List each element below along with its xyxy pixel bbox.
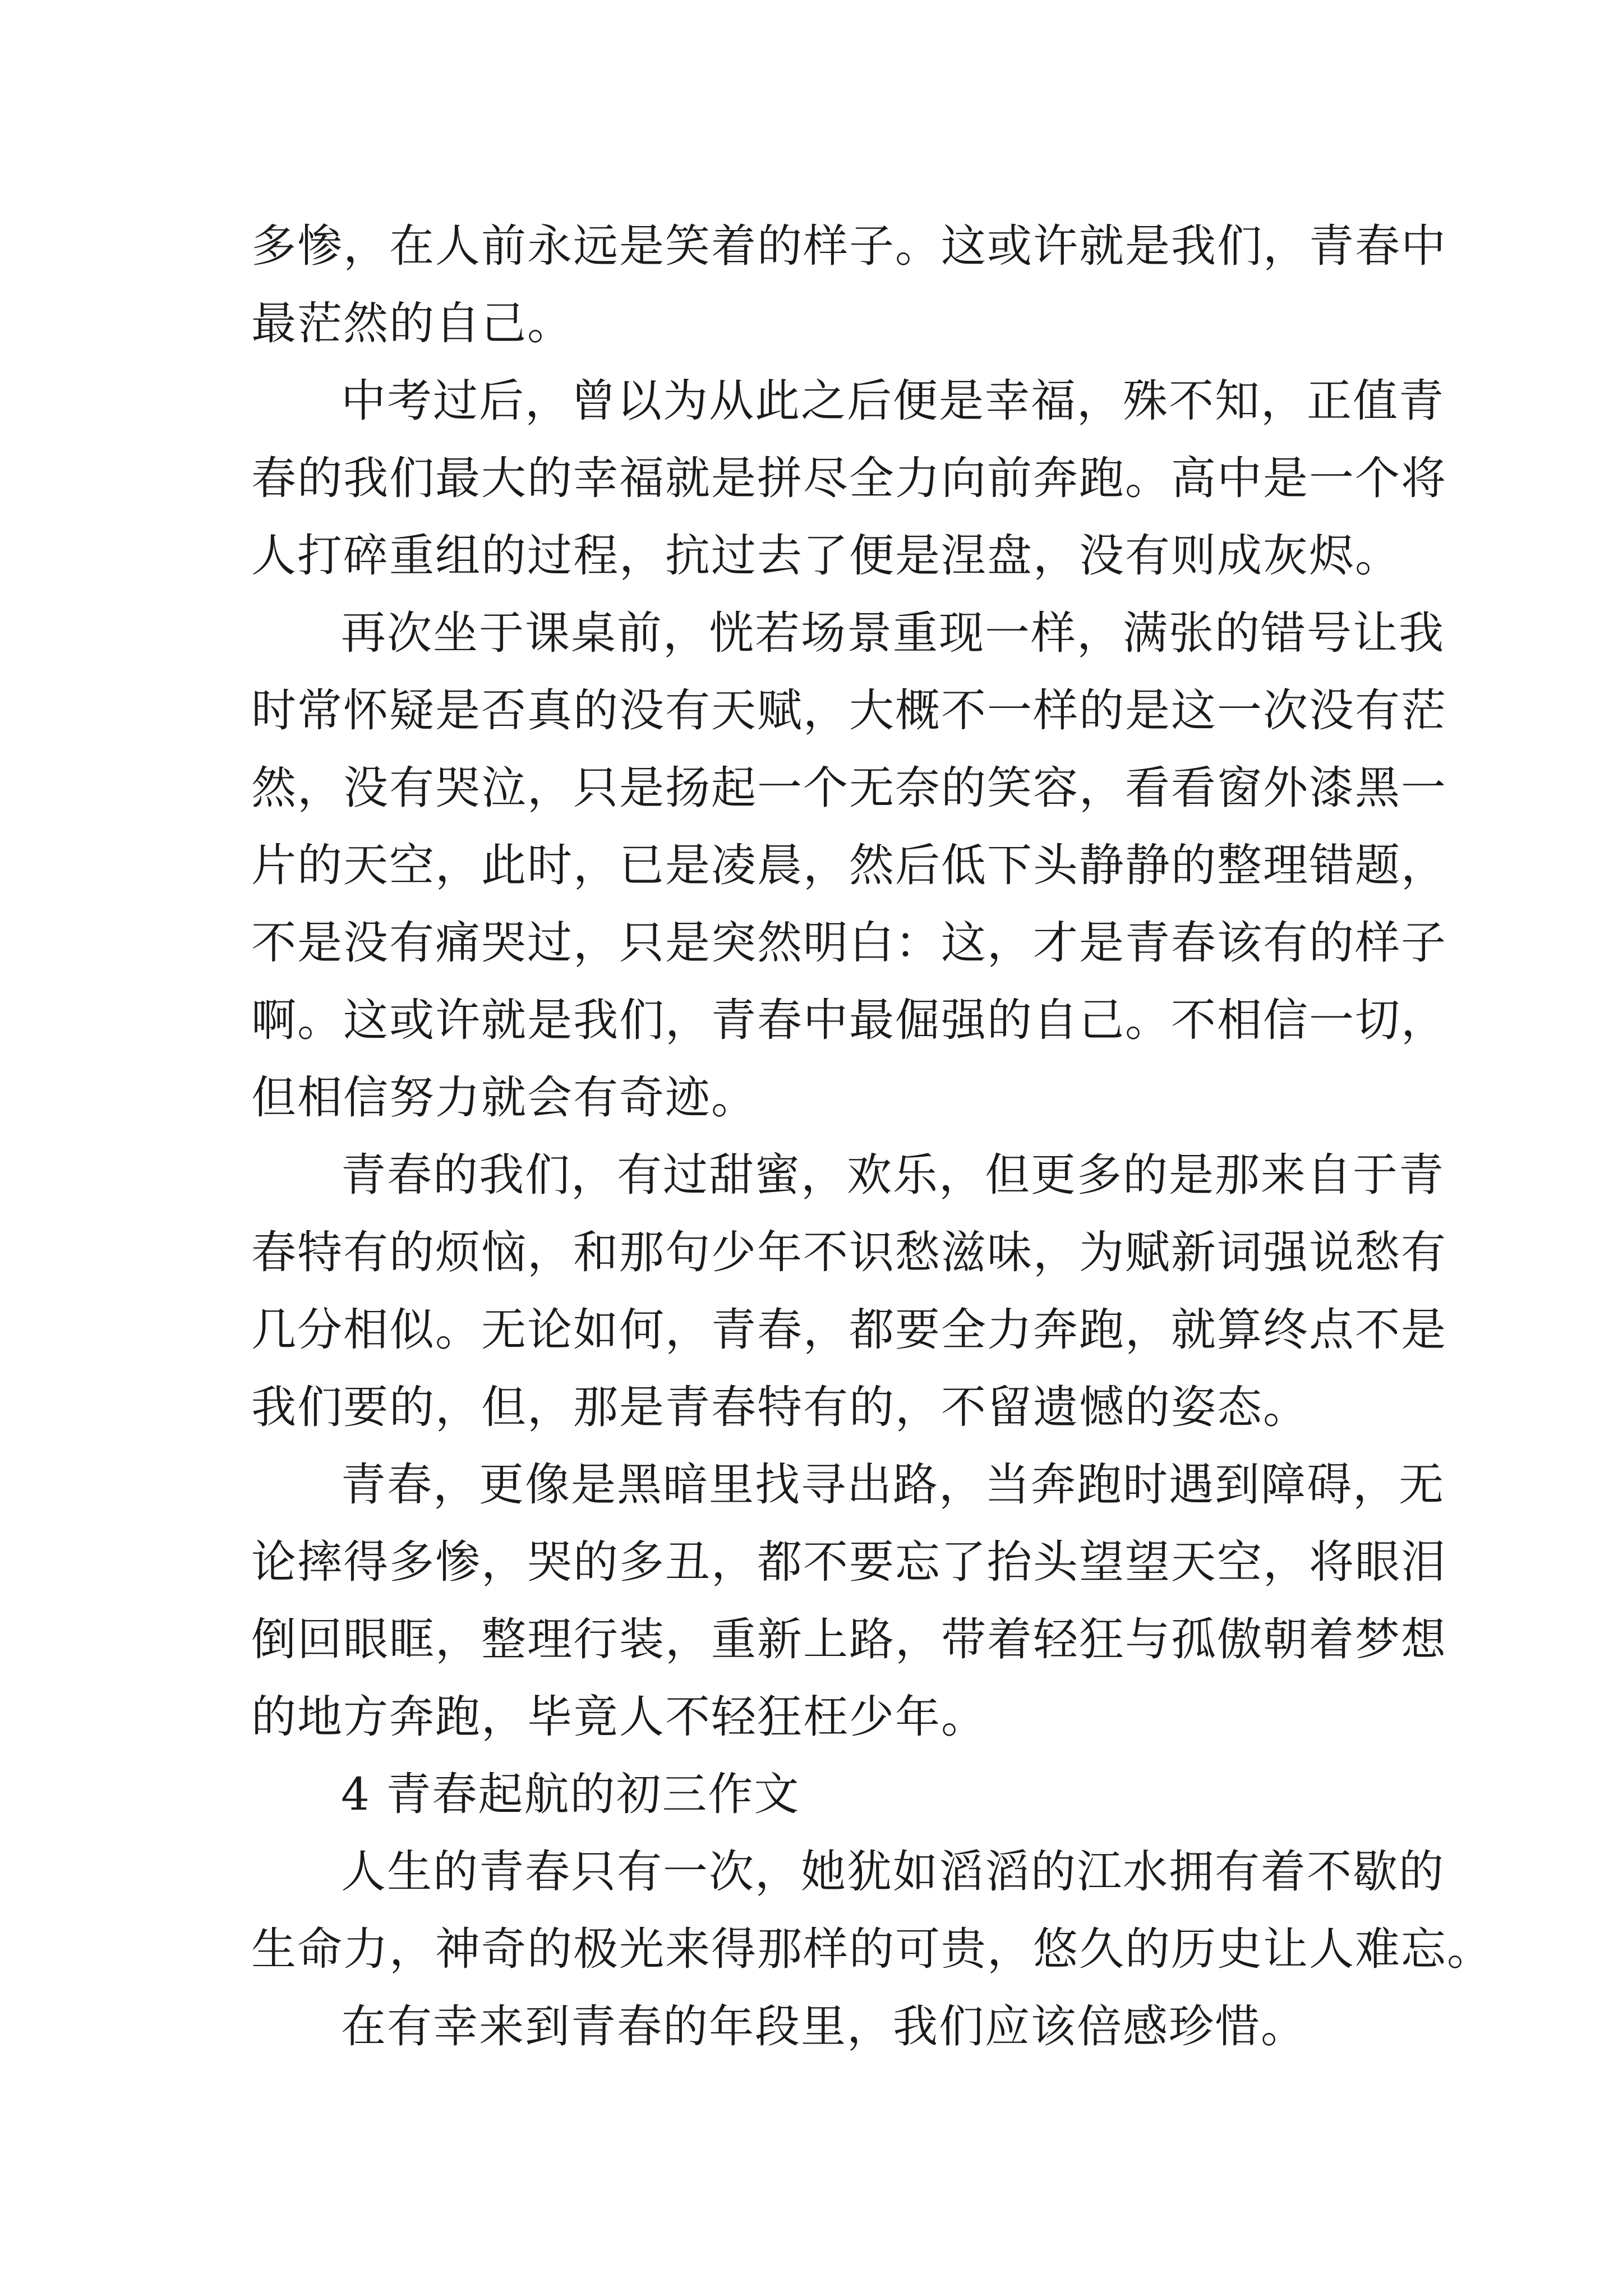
text-line: 最茫然的自己。 <box>251 297 573 349</box>
text-line: 几分相似。无论如何，青春，都要全力奔跑，就算终点不是 <box>251 1304 1447 1356</box>
text-line: 倒回眼眶，整理行装，重新上路，带着轻狂与孤傲朝着梦想 <box>251 1613 1447 1665</box>
text-line: 青春，更像是黑暗里找寻出路，当奔跑时遇到障碍，无 <box>341 1458 1445 1511</box>
text-line: 再次坐于课桌前，恍若场景重现一样，满张的错号让我 <box>341 607 1445 659</box>
text-line: 多惨，在人前永远是笑着的样子。这或许就是我们，青春中 <box>251 220 1447 272</box>
text-line: 啊。这或许就是我们，青春中最倔强的自己。不相信一切， <box>251 994 1447 1046</box>
text-line: 春的我们最大的幸福就是拼尽全力向前奔跑。高中是一个将 <box>251 452 1447 504</box>
text-line: 片的天空，此时，已是凌晨，然后低下头静静的整理错题， <box>251 839 1447 891</box>
text-line: 春特有的烦恼，和那句少年不识愁滋味，为赋新词强说愁有 <box>251 1226 1447 1278</box>
text-line: 人生的青春只有一次，她犹如滔滔的江水拥有着不歇的 <box>341 1846 1445 1898</box>
document-body <box>251 208 1493 2065</box>
text-line: 然，没有哭泣，只是扬起一个无奈的笑容，看看窗外漆黑一 <box>251 762 1447 814</box>
text-line: 不是没有痛哭过，只是突然明白：这，才是青春该有的样子 <box>251 917 1447 969</box>
text-line: 青春的我们，有过甜蜜，欢乐，但更多的是那来自于青 <box>341 1149 1445 1201</box>
text-line: 中考过后，曾以为从此之后便是幸福，殊不知，正值青 <box>341 375 1445 427</box>
text-line: 论摔得多惨，哭的多丑，都不要忘了抬头望望天空，将眼泪 <box>251 1536 1447 1588</box>
text-line: 的地方奔跑，毕竟人不轻狂枉少年。 <box>251 1691 987 1743</box>
text-line: 我们要的，但，那是青春特有的，不留遗憾的姿态。 <box>251 1381 1309 1433</box>
text-line: 人打碎重组的过程，抗过去了便是涅盘，没有则成灰烬。 <box>251 530 1401 582</box>
text-line: 在有幸来到青春的年段里，我们应该倍感珍惜。 <box>341 2000 1307 2053</box>
text-line: 但相信努力就会有奇迹。 <box>251 1071 757 1124</box>
text-line: 时常怀疑是否真的没有天赋，大概不一样的是这一次没有茫 <box>251 684 1447 737</box>
text-line: 4 青春起航的初三作文 <box>341 1768 800 1820</box>
text-line: 生命力，神奇的极光来得那样的可贵，悠久的历史让人难忘。 <box>251 1923 1493 1975</box>
